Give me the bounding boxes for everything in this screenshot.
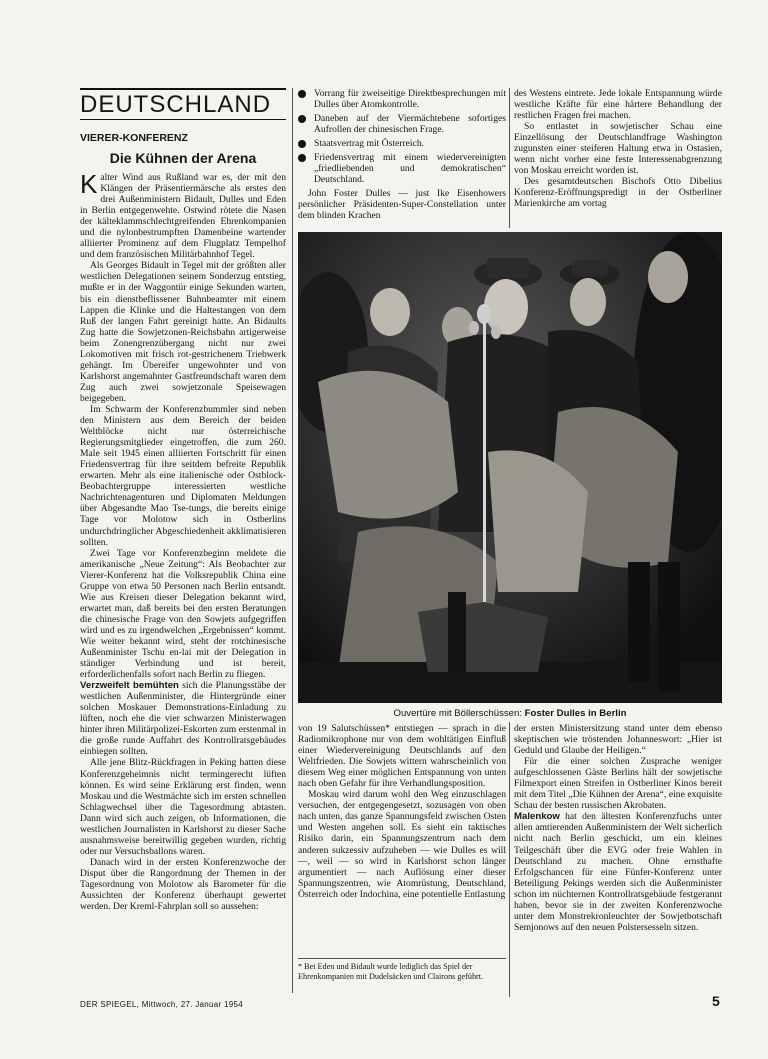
bullet-item: Staatsvertrag mit Österreich. [298, 138, 506, 149]
bullet-item: Daneben auf der Viermächtebene sofortiges Aufrollen der chinesischen Frage. [298, 113, 506, 135]
caption-lead: Ouvertüre mit Böllerschüssen: [393, 708, 522, 719]
column-2-bottom [298, 723, 506, 953]
paragraph: von 19 Salutschüssen* entstiegen — sprach in die Radiomikrophone nur von dem wohltätigen Einfluß einer Wiedervereinigung Deutschlands auf den Weltfrieden. Die Sowjets wittern wahrscheinlich von diesem Weg einer möglichen Entspannung von unten nach oben Gefahr für ihre Verhandlungsposition. [298, 723, 506, 790]
column-rule [509, 88, 510, 228]
section-title: DEUTSCHLAND [80, 88, 286, 120]
paragraph: John Foster Dulles — just Ike Eisenhowers persönlicher Präsidenten-Super-Constellation unter dem blinden Krachen [298, 188, 506, 222]
photo-illustration [298, 232, 722, 703]
bullet-dot [298, 115, 306, 123]
paragraph: des Westens eintrete. Jede lokale Entspannung würde westliche Kräfte für eine härtere Behandlung der restlichen Fragen frei machen. [514, 88, 722, 122]
drop-cap: K [80, 172, 98, 199]
paragraph-text: hat den ältesten Konferenzfuchs unter allen amtierenden Außenministern der Welt sicherlich nicht nach Berlin geschickt, um ein kleines Teilgeschäft über die EVG oder freie Wahlen in Deutschland zu machen. Ohne ernsthafte Erfolgschancen für eine Fünfer-Konferenz unter Beteiligung Pekings werden sich die Außenminister schon im nüchternen Kontrollratsgebäude festgerannt haben, bevor sie in der zweiten Konferenzwoche unter dem Monstrekronleuchter der Sowjetbotschaft Semjonows auf den neuen Polstersesseln sitzen. [514, 811, 722, 933]
paragraph: der ersten Ministersitzung stand unter dem ebenso skeptischen wie tröstenden Johanneswort: „Hier ist Geduld und Glaube der Heiligen.“ [514, 723, 722, 757]
page-number: 5 [712, 993, 720, 1009]
footnote: * Bei Eden und Bidault wurde lediglich das Spiel der Ehrenkompanien mit Dudelsäcken und Clairons geführt. [298, 958, 506, 981]
paragraph-lead: Verzweifelt bemühten [80, 680, 179, 692]
paragraph: Moskau wird darum wohl den Weg einzuschlagen versuchen, der entgegengesetzt, sozusagen von oben nach unten, das ganze Spannungsfeld zwischen Osten und Westen angehen soll. Es sieht ein taktisches Risiko darin, ein Spannungszentrum nach dem anderen sukzessiv aufzuheben — wie Dulles es will —, weil — so wird in Karlshorst schon länger argumentiert — nach Auflösung einer dieser Spannungszentren, wie Atomrüstung, Deutschland, Österreich oder Indochina, eine potentielle Entlastung [298, 789, 506, 900]
paragraph [80, 680, 286, 757]
paragraph: Danach wird in der ersten Konferenzwoche der Disput über die Rangordnung der Themen in der Tagesordnung von Molotow als Barometer für die Aussichten der Konferenz überhaupt gewertet werden. Der Kreml-Fahrplan soll so aussehen: [80, 856, 286, 913]
paragraph: Alle jene Blitz-Rückfragen in Peking hatten diese Konferenzgeheimnis nicht termingerecht lüften können. Es wird seine Erklärung erst finden, wenn Moskau und die Westmächte sich im ersten schnellen Schlagwechsel über die Tagesordnung abtasten. Dann wird sich auch zeigen, ob Informationen, die westlichen Journalisten in Karlshorst zu dieser Sache ausnahmsweise bereitwillig gegeben wurden, richtig oder nur Versuchsballons waren. [80, 757, 286, 857]
paragraph-text: sich die Planungsstäbe der westlichen Außenminister, die Hintergründe einer solchen Moskauer Demonstrations-Einladung zu lüften, noch ehe die vier schwarzen Ministerwagen hinter ihren Militärpolizei-Eskorten zum erstenmal in die große runde Auffahrt des Kontrollratsgebäudes einbiegen sollten. [80, 680, 286, 758]
column-2-top [298, 88, 506, 228]
paragraph: Zwei Tage vor Konferenzbeginn meldete die amerikanische „Neue Zeitung“: Als Beobachter zur Vierer-Konferenz hat die Volksrepublik China eine Gruppe von etwa 50 Personen nach Berlin entsandt. Wie aus Kreisen dieser Delegation bekannt wird, erwartet man, daß bereits bei den ersten Beratungen die chinesische Frage von den Sowjets aufgegriffen wird und es zu irgendwelchen „Ergebnissen“ kommt. Wie weiter bekannt wird, steht der rotchinesische Außenminister Tschu en-lai mit der Delegation in ständiger Verbindung und ist bereit, erforderlichenfalls sofort nach Berlin zu fliegen. [80, 547, 286, 681]
bullet-dot [298, 140, 306, 148]
paragraph [514, 811, 722, 933]
column-rule [292, 88, 293, 993]
kicker: VIERER-KONFERENZ [80, 132, 188, 144]
bullet-item: Vorrang für zweiseitige Direktbesprechungen mit Dulles über Atomkontrolle. [298, 88, 506, 110]
paragraph: Als Georges Bidault in Tegel mit der größten aller westlichen Delegationen seinem Sonderzug entstieg, mußte er in der Waggontür einige Sekunden warten, bis ein dienstbeflissener Bahnbeamter mit einem Lappen die Klinke und die Haltestangen von dem Ruß der langen Fahrt gereinigt hatte. An Bidaults Zug hatte die Sowjetzonen-Reichsbahn artigerweise beim Zonengrenzübergang nicht nur zwei Lokomotiven mit frisch rot-gestrichenem Triebwerk gehängt. Im Übereifer ungewohnter und von Karlshorst angemahnter Gastfreundschaft waren dem Zug auch zwei sowjetzonale Speisewagen beigegeben. [80, 260, 286, 404]
headline: Die Kühnen der Arena [109, 150, 257, 166]
photo-caption [298, 708, 722, 719]
column-3-top [514, 88, 722, 228]
caption-subject: Foster Dulles in Berlin [524, 708, 627, 719]
bullet-dot [298, 90, 306, 98]
bullet-item: Friedensvertrag mit einem wiedervereinigten „friedliebenden und demokratischen“ Deutschland. [298, 152, 506, 185]
paragraph: Für die einer solchen Zusprache weniger aufgeschlossenen Gäste Berlins hält der sowjetische Filmexport einen Streifen in Ostberliner Kinos bereit mit dem Titel „Die Kühnen der Arena“, eine exquisite Schau der besten russischen Akrobaten. [514, 756, 722, 812]
paragraph: Des gesamtdeutschen Bischofs Otto Dibelius Konferenz-Eröffnungspredigt in der Ostberliner Marienkirche am vortag [514, 176, 722, 210]
lead-text: alter Wind aus Rußland war es, der mit den Klängen der Präsentiermärsche als erstes den drei Außenministern Bidault, Dulles und Eden in Berlin entgegenwehte. Ostwind rötete die Nasen der kälteklammschlechtgreifenden Ehrenkompanien und die nylonbestrumpften Damenbeine wartender alliierter Prominenz auf dem Flugplatz Tempelhof und dem französischen Militärbahnhof Tegel. [80, 172, 286, 261]
bullet-list [298, 88, 506, 185]
paragraph-lead: Malenkow [514, 811, 560, 823]
column-3-bottom [514, 723, 722, 993]
column-rule [509, 722, 510, 997]
page-footer: DER SPIEGEL, Mittwoch, 27. Januar 1954 [80, 1000, 244, 1009]
bullet-dot [298, 154, 306, 162]
column-1 [80, 172, 286, 994]
lead-paragraph [80, 172, 286, 260]
paragraph: So entlastet in sowjetischer Schau eine Einzellösung der Deutschlandfrage Washington zugunsten einer steiferen Haltung etwa in Ostasien, wenn nicht vorher eine feste Interessenabgrenzung von Moskau erreicht worden ist. [514, 121, 722, 177]
paragraph: Im Schwarm der Konferenzbummler sind neben den Ministern aus dem Bereich der beiden Weltblöcke nicht nur österreichische Regierungsmitglieder eingetroffen, die zum 260. Male seit 1945 einen alliierten Fortschritt für einen Friedensvertrag für ihre seitdem befreite Republik erwarten. Mehr als eine italienische oder Ostblock-Beobachtergruppe interessierten westliche Nachrichtenagenturen und Diplomaten Meldungen über Abgesandte Mao Tse-tungs, die bereits einige Tage vor Molotow sich in Ostberlins undurchdringlicher Abgeschiedenheit akklimatisieren sollten. [80, 403, 286, 548]
news-photo [298, 232, 722, 703]
